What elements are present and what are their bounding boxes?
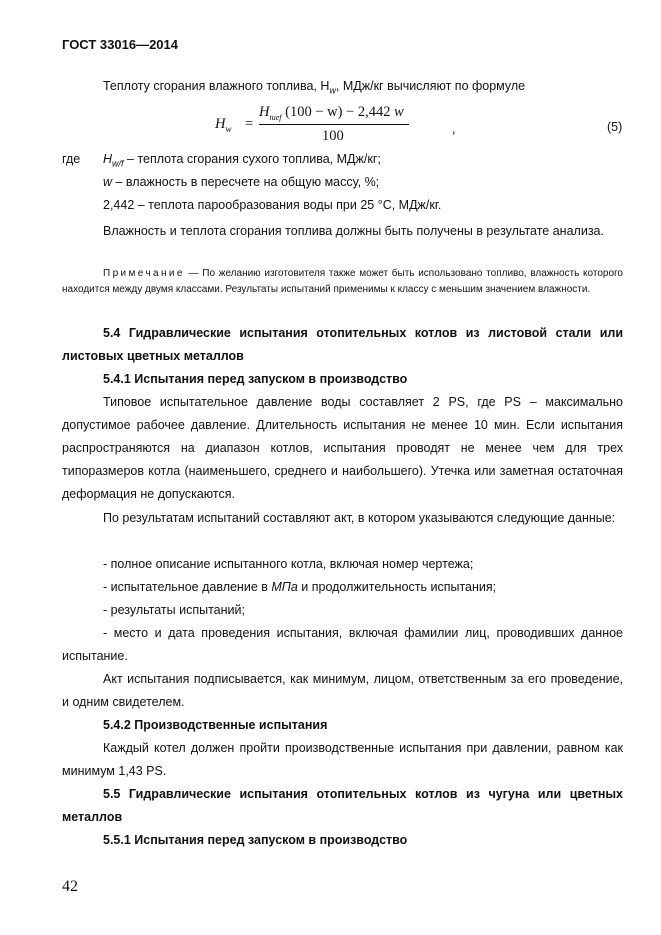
formula-number: (5) [607,120,623,134]
formula-intro [103,79,525,96]
definition-1: $H_{w/f}$ – теплота сгорания сухого топлива, МДж/кг; [103,152,381,169]
paragraph-moisture: Влажность и теплота сгорания топлива должны быть получены в результате анализа. [103,224,604,238]
formula-equals: = [245,116,254,132]
note [62,266,623,298]
paragraph-sign: Акт испытания подписывается, как минимум, лицом, ответственным за его проведение, и одним свидетелем. [62,672,623,709]
paragraph-production: Каждый котел должен пройти производственные испытания при давлении, равном как минимум 1,43 PS. [62,741,623,778]
heading-5-5: 5.5 Гидравлические испытания отопительных котлов из чугуна или цветных металлов [62,787,623,824]
formula-5 [215,100,415,146]
definition-2: w – влажность в пересчете на общую массу, %; [103,175,380,189]
list-item-3: - результаты испытаний; [103,603,245,617]
intro-subscript: w [329,85,336,96]
heading-5-5-1: 5.5.1 Испытания перед запуском в производство [103,833,408,847]
fraction-bar [259,124,409,125]
definition-3: 2,442 – теплота парообразования воды при 25 °С, МДж/кг. [103,198,442,212]
intro-text: Теплоту сгорания влажного топлива, H [103,79,330,93]
formula-lhs: $H_w$ [215,116,232,134]
note-label: Примечание [103,268,185,279]
paragraph-act: По результатам испытаний составляют акт, в котором указываются следующие данные: [103,511,616,525]
intro-rest: , МДж/кг вычисляют по формуле [335,79,526,93]
page-number: 42 [62,878,78,895]
formula-numerator: $H_{tuef}$ (100 − w) − 2,442 w [259,104,404,122]
document-header: ГОСТ 33016—2014 [62,37,178,52]
heading-5-4-2: 5.4.2 Производственные испытания [103,718,328,732]
paragraph-test-pressure: Типовое испытательное давление воды составляет 2 PS, где PS – максимально допустимое рабочее давление. Длительность испытания не менее 10 мин. Если испытания распространяются на диапазон котлов, испытания проводят не менее чем для трех типоразмеров котла (наименьшего, среднего и наибольшего). Утечка или заметная остаточная деформация не допускаются. [62,395,623,501]
note-text: — По желанию изготовителя также может быть использовано топливо, влажность которого находится между двумя классами. Результаты испытаний применимы к классу с меньшим значением влажности. [62,268,623,295]
heading-5-4: 5.4 Гидравлические испытания отопительных котлов из листовой стали или листовых цветных металлов [62,326,623,363]
heading-5-4-1: 5.4.1 Испытания перед запуском в производство [103,372,408,386]
formula-comma: , [452,122,456,136]
list-item-4: - место и дата проведения испытания, включая фамилии лиц, проводивших данное испытание. [62,626,623,663]
list-item-2: - испытательное давление в МПа и продолжительность испытания; [103,580,497,594]
list-item-1: - полное описание испытанного котла, включая номер чертежа; [103,557,474,571]
where-label: где [62,152,81,166]
formula-denominator: 100 [322,128,344,144]
